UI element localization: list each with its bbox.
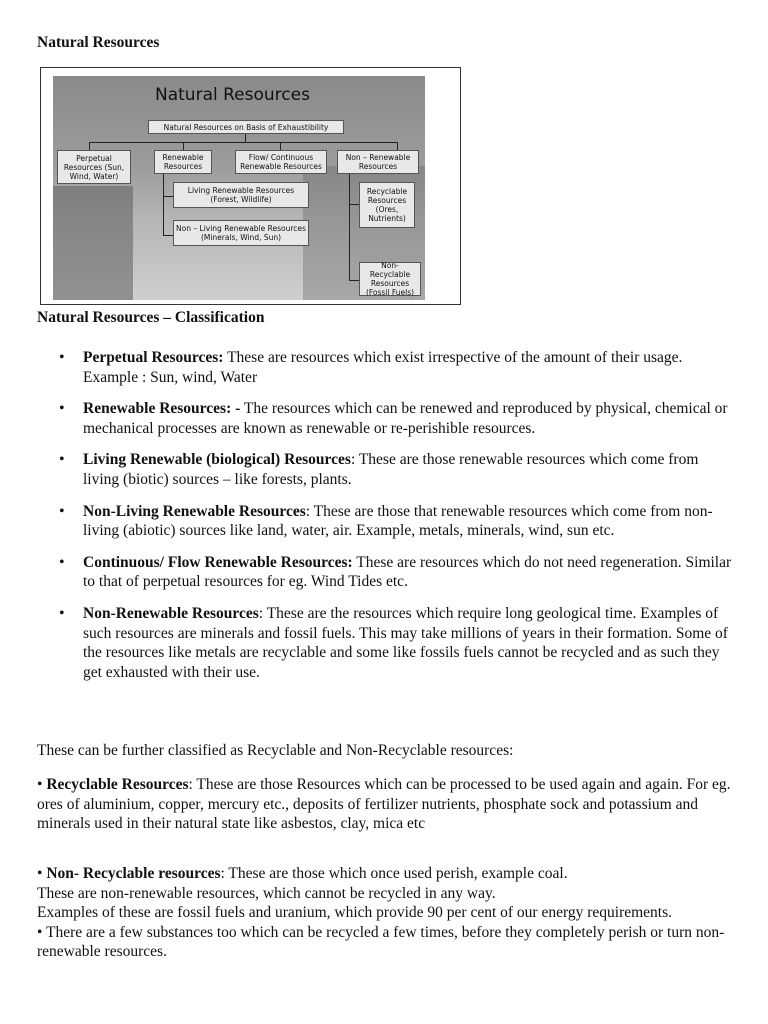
list-item (37, 553, 737, 592)
diagram-figure (40, 67, 461, 305)
diagram-node-flow: Flow/ Continuous Renewable Resources (235, 150, 327, 174)
bullet-glyph: • (37, 865, 47, 882)
connector-renewable (183, 142, 184, 150)
classification-list (37, 348, 737, 694)
nonrecyclable-line (37, 864, 737, 884)
connector-nonrecyclable (349, 280, 359, 281)
list-item-term: Non-Living Renewable Resources (83, 502, 306, 520)
list-item (37, 348, 737, 387)
list-item-term: Continuous/ Flow Renewable Resources: (83, 553, 353, 571)
list-item-text: These are resources which exist irrespective of the amount of their usage. Example : Sun, wind, Water (83, 349, 683, 386)
recyclable-paragraph (37, 775, 737, 834)
connector-nonrenewable-down (349, 174, 350, 280)
diagram-title: Natural Resources (155, 85, 310, 105)
connector-root (245, 134, 246, 142)
nonrecyclable-text: : These are those which once used perish, example coal. (220, 865, 568, 882)
list-item (37, 604, 737, 682)
list-item (37, 399, 737, 438)
connector-recyclable (349, 204, 359, 205)
connector-nonrenewable (397, 142, 398, 150)
list-item-text: The resources which can be renewed and reproduced by physical, chemical or mechanical processes are known as renewable or re-perishible resources. (83, 400, 728, 437)
diagram-node-perpetual: Perpetual Resources (Sun, Wind, Water) (57, 150, 131, 184)
nonrecyclable-line-2: These are non-renewable resources, which cannot be recycled in any way. (37, 884, 496, 902)
nonrecyclable-term: Non- Recyclable resources (46, 865, 221, 882)
diagram-node-renewable: Renewable Resources (154, 150, 212, 174)
recyclable-text: : These are those Resources which can be processed to be used again and again. For eg. ores of aluminium, copper, mercury etc., deposits of fertilizer nutrients, phosphate sock and potassium and minerals used in their natural state like asbestos, clay, mica etc (37, 776, 731, 833)
connector-living (163, 196, 173, 197)
background-tree-shape (53, 186, 133, 300)
list-item-term: Living Renewable (biological) Resources (83, 451, 351, 469)
list-item (37, 502, 737, 541)
further-classification-paragraph: These can be further classified as Recyclable and Non-Recyclable resources: (37, 742, 514, 759)
connector-horizontal (89, 142, 397, 143)
list-item-term: Renewable Resources: - (83, 400, 241, 418)
connector-flow (280, 142, 281, 150)
nonrecyclable-line-4: • There are a few substances too which can be recycled a few times, before they completely perish or turn non-renewable resources. (37, 923, 725, 961)
list-item-term: Non-Renewable Resources (83, 604, 259, 622)
nonrecyclable-line-3: Examples of these are fossil fuels and uranium, which provide 90 per cent of our energy requirements. (37, 904, 673, 922)
connector-nonliving (163, 235, 173, 236)
recyclable-term: Recyclable Resources (46, 776, 189, 793)
diagram-node-living: Living Renewable Resources (Forest, Wildlife) (173, 182, 309, 208)
nonrecyclable-paragraph (37, 864, 737, 962)
list-item-text: These are resources which do not need regeneration. Similar to that of perpetual resources for eg. Wind Tides etc. (83, 553, 732, 591)
bullet-glyph: • (37, 776, 47, 793)
list-item-term: Perpetual Resources: (83, 349, 224, 366)
diagram-node-nonrenewable: Non – Renewable Resources (337, 150, 419, 174)
section-subtitle: Natural Resources – Classification (37, 309, 265, 326)
diagram-node-nonliving: Non – Living Renewable Resources (Minerals, Wind, Sun) (173, 220, 309, 246)
diagram-node-nonrecyclable: Non- Recyclable Resources (Fossil Fuels) (359, 262, 421, 296)
list-item (37, 450, 737, 489)
list-item-text: : These are those renewable resources which come from living (biotic) sources – like forests, plants. (83, 451, 699, 488)
connector-renewable-down (163, 174, 164, 236)
document-title: Natural Resources (37, 34, 160, 51)
diagram-node-recyclable: Recyclable Resources (Ores, Nutrients) (359, 182, 415, 228)
diagram-image (53, 76, 425, 300)
connector-perpetual (89, 142, 90, 150)
diagram-node-root: Natural Resources on Basis of Exhaustibility (148, 120, 344, 134)
list-item-text: : These are the resources which require long geological time. Examples of such resources are minerals and fossil fuels. This may take millions of years in their formation. Some of the resources like metals are recyclable and some like fossils fuels cannot be recycled and as such they get exhausted with their use. (83, 604, 728, 681)
list-item-text: : These are those that renewable resources which come from non-living (abiotic) sources like land, water, air. Example, metals, minerals, wind, sun etc. (83, 502, 713, 540)
